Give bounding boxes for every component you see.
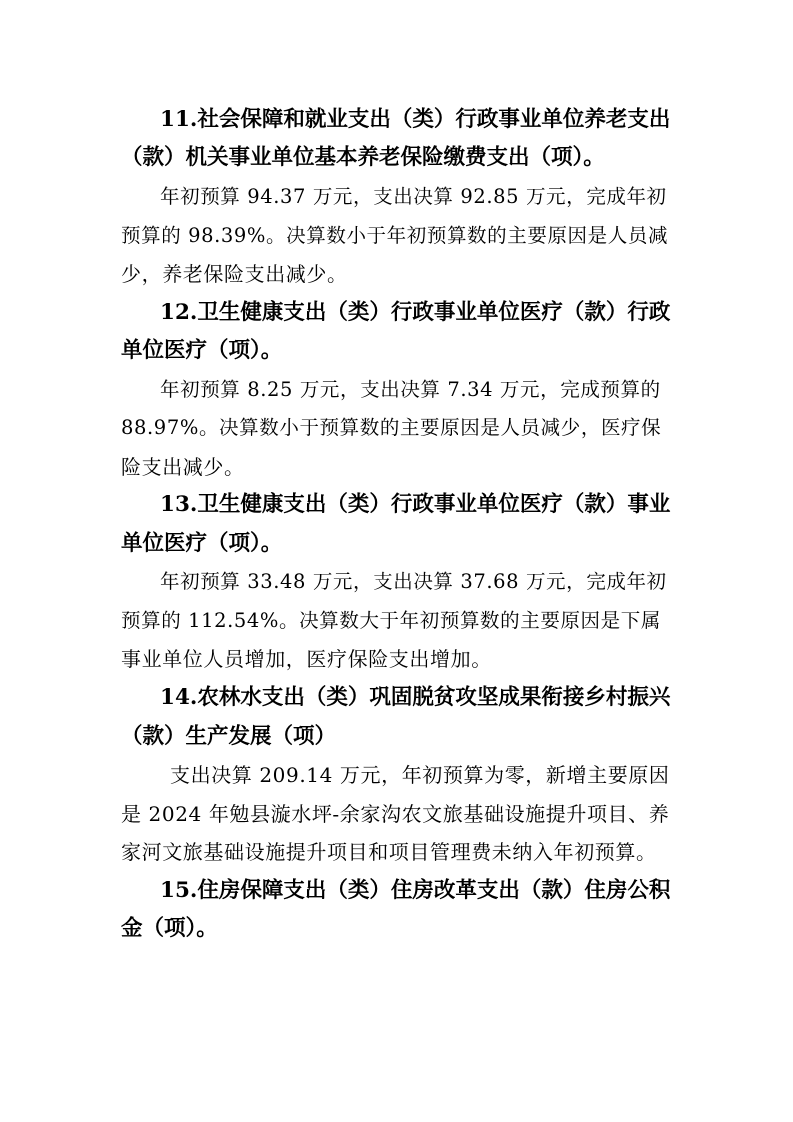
section-11-heading-line-2: （款）机关事业单位基本养老保险缴费支出（项）。 xyxy=(121,145,605,170)
section-14-body-line-2: 是 2024 年勉县漩水坪-余家沟农文旅基础设施提升项目、养 xyxy=(121,802,670,826)
section-11-body-line-2: 预算的 98.39%。决算数小于年初预算数的主要原因是人员减 xyxy=(121,224,669,247)
section-13-body-line-2: 预算的 112.54%。决算数大于年初预算数的主要原因是下属 xyxy=(121,609,661,632)
section-13-heading-line-1: 13.卫生健康支出（类）行政事业单位医疗（款）事业 xyxy=(160,492,671,517)
section-14-heading-line-1: 14.农林水支出（类）巩固脱贫攻坚成果衔接乡村振兴 xyxy=(160,685,671,710)
section-14-heading-line-2: （款）生产发展（项） xyxy=(121,724,337,749)
section-13-body-line-1: 年初预算 33.48 万元，支出决算 37.68 万元，完成年初 xyxy=(160,570,667,593)
section-15-heading-line-1: 15.住房保障支出（类）住房改革支出（款）住房公积 xyxy=(160,878,671,903)
section-11-body-line-1: 年初预算 94.37 万元，支出决算 92.85 万元，完成年初 xyxy=(160,185,667,208)
section-13-body-line-3: 事业单位人员增加，医疗保险支出增加。 xyxy=(121,647,492,671)
section-12-body-line-1: 年初预算 8.25 万元，支出决算 7.34 万元，完成预算的 xyxy=(160,378,661,401)
section-12-body-line-3: 险支出减少。 xyxy=(121,455,245,479)
section-15-heading-line-2: 金（项）。 xyxy=(121,916,218,941)
section-11-heading-line-1: 11.社会保障和就业支出（类）行政事业单位养老支出 xyxy=(160,107,671,132)
section-12-body-line-2: 88.97%。决算数小于预算数的主要原因是人员减少，医疗保 xyxy=(121,416,662,439)
section-14-body-line-1: 支出决算 209.14 万元，年初预算为零，新增主要原因 xyxy=(170,763,670,787)
section-12-heading-line-2: 单位医疗（项）。 xyxy=(121,338,283,363)
section-14-body-line-3: 家河文旅基础设施提升项目和项目管理费未纳入年初预算。 xyxy=(121,840,657,864)
section-12-heading-line-1: 12.卫生健康支出（类）行政事业单位医疗（款）行政 xyxy=(160,300,671,325)
section-11-body-line-3: 少，养老保险支出减少。 xyxy=(121,262,348,286)
section-13-heading-line-2: 单位医疗（项）。 xyxy=(121,531,283,556)
